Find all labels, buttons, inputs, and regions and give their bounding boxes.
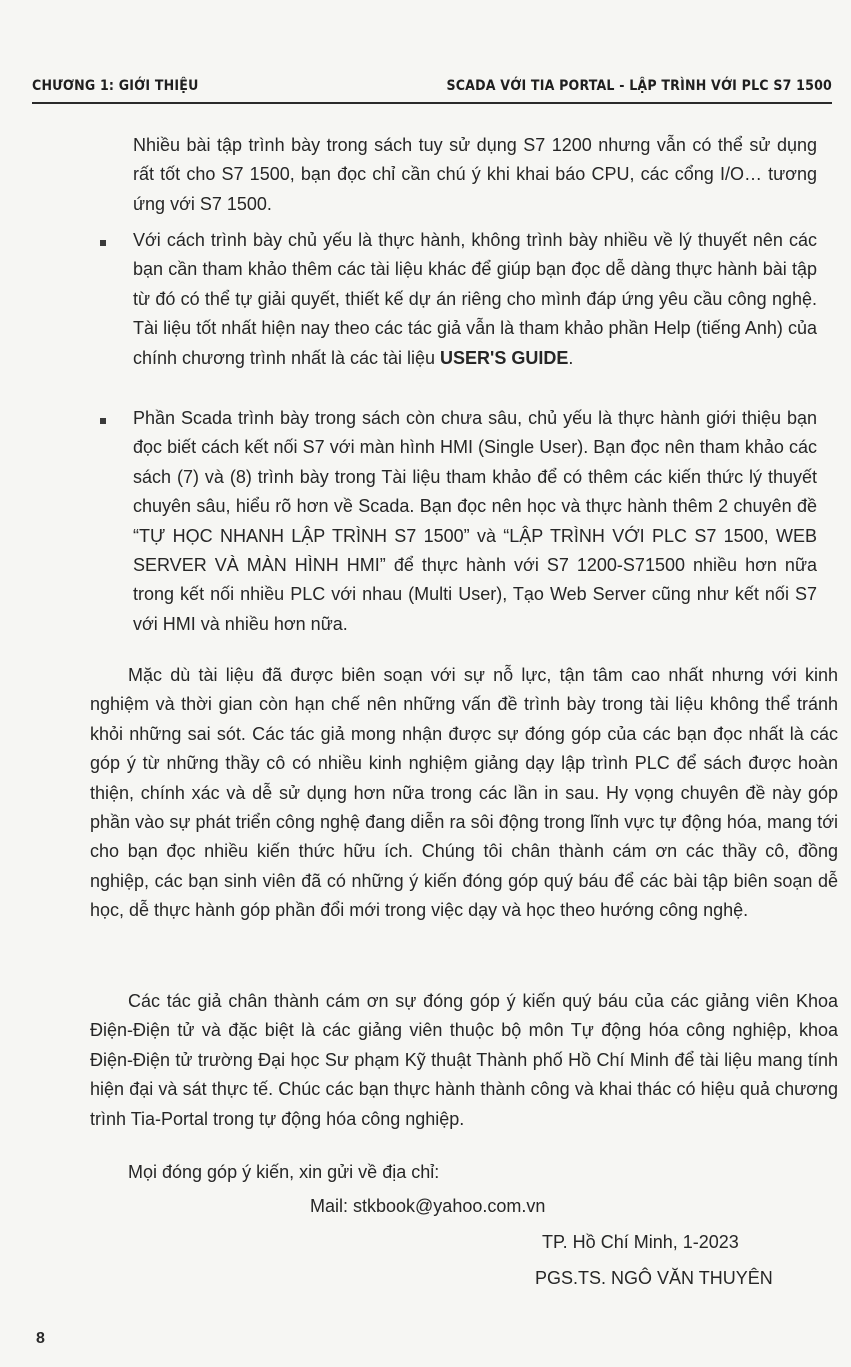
- book-title: SCADA VỚI TIA PORTAL - LẬP TRÌNH VỚI PLC S7 1500: [446, 78, 832, 94]
- bullet-square-icon: [100, 240, 106, 246]
- contact-email: Mail: stkbook@yahoo.com.vn: [310, 1196, 546, 1216]
- paragraph-acknowledgement: Mặc dù tài liệu đã được biên soạn với sự nỗ lực, tận tâm cao nhất nhưng với kinh nghiệm và thời gian còn hạn chế nên những vấn đề trình bày trong tài liệu không thể tránh khỏi những sai sót. Các tác giả mong nhận được sự đóng góp của các bạn đọc nhất là các góp ý từ những thầy cô có nhiều kinh nghiệm giảng dạy lập trình PLC để sách được hoàn thiện, chính xác và dễ sử dụng hơn nữa trong các lần in sau. Hy vọng chuyên đề này góp phần vào sự phát triển công nghệ đang diễn ra sôi động trong lĩnh vực tự động hóa, mang tới cho bạn đọc nhiều kiến thức hữu ích. Chúng tôi chân thành cám ơn các thầy cô, đồng nghiệp, các bạn sinh viên đã có những ý kiến đóng góp quý báu để các bài tập biên soạn dễ học, dễ thực hành góp phần đổi mới trong việc dạy và học theo hướng công nghệ.: [90, 665, 838, 921]
- users-guide-term: USER'S GUIDE: [440, 347, 569, 368]
- author-name: PGS.TS. NGÔ VĂN THUYÊN: [535, 1268, 773, 1288]
- bullet-paragraph-scada: Phần Scada trình bày trong sách còn chưa sâu, chủ yếu là thực hành giới thiệu bạn đọc biết cách kết nối S7 với màn hình HMI (Single User). Bạn đọc nên tham khảo các sách (7) và (8) trình bày trong Tài liệu tham khảo để có thêm các kiến thức lý thuyết chuyên sâu, hiểu rõ hơn về Scada. Bạn đọc nên học và thực hành thêm 2 chuyên đề “TỰ HỌC NHANH LẬP TRÌNH S7 1500” và “LẬP TRÌNH VỚI PLC S7 1500, WEB SERVER VÀ MÀN HÌNH HMI” để thực hành với S7 1200-S71500 nhiều hơn nữa trong kết nối nhiều PLC với nhau (Multi User), Tạo Web Server cũng như kết nối S7 với HMI và nhiều hơn nữa.: [133, 408, 817, 634]
- bullet-square-icon: [100, 418, 106, 424]
- chapter-title: CHƯƠNG 1: GIỚI THIỆU: [32, 78, 199, 94]
- paragraph-continued: Nhiều bài tập trình bày trong sách tuy sử dụng S7 1200 nhưng vẫn có thể sử dụng rất tốt cho S7 1500, bạn đọc chỉ cần chú ý khi khai báo CPU, các cổng I/O… tương ứng với S7 1500.: [133, 135, 817, 214]
- paragraph-thanks: Các tác giả chân thành cám ơn sự đóng góp ý kiến quý báu của các giảng viên Khoa Điện-Điện tử và đặc biệt là các giảng viên thuộc bộ môn Tự động hóa công nghiệp, khoa Điện-Điện tử trường Đại học Sư phạm Kỹ thuật Thành phố Hồ Chí Minh để tài liệu mang tính hiện đại và sát thực tế. Chúc các bạn thực hành thành công và khai thác có hiệu quả chương trình Tia-Portal trong tự động hóa công nghiệp.: [90, 991, 838, 1129]
- page-number: 8: [36, 1330, 45, 1347]
- place-date: TP. Hồ Chí Minh, 1-2023: [542, 1232, 739, 1252]
- paragraph-contact: Mọi đóng góp ý kiến, xin gửi về địa chỉ:: [128, 1162, 440, 1182]
- running-header: [32, 76, 832, 104]
- bullet-paragraph-practice: Với cách trình bày chủ yếu là thực hành, không trình bày nhiều về lý thuyết nên các bạn cần tham khảo thêm các tài liệu khác để giúp bạn đọc dễ dàng thực hành bài tập từ đó có thể tự giải quyết, thiết kế dự án riêng cho mình đáp ứng yêu cầu công nghệ. Tài liệu tốt nhất hiện nay theo các tác giả vẫn là tham khảo phần Help (tiếng Anh) của chính chương trình nhất là các tài liệu USER'S GUIDE.: [133, 230, 817, 368]
